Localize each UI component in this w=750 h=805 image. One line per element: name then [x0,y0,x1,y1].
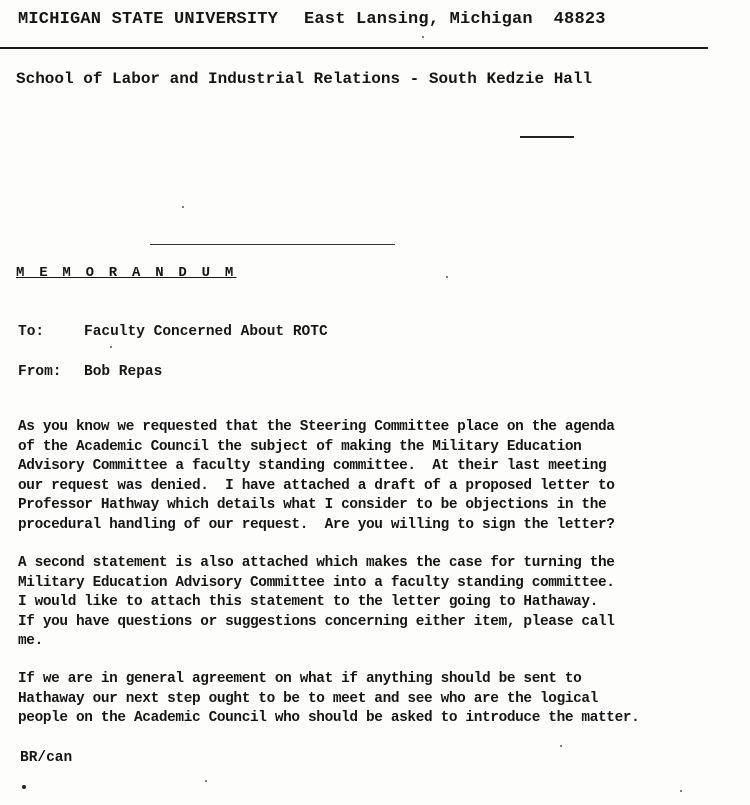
paragraph-line: Military Education Advisory Committee into a faculty standing committee. [18,574,615,591]
stray-mark [520,136,574,138]
paragraph-line: As you know we requested that the Steering Committee place on the agenda [18,419,615,435]
scan-speck [422,36,424,38]
paragraph-line: of the Academic Council the subject of making the Military Education [18,438,582,455]
to-label: To: [18,324,45,340]
scan-speck [680,790,682,792]
scan-speck [560,745,562,747]
scan-speck [205,780,207,782]
paragraph-line: If we are in general agreement on what if anything should be sent to [18,671,582,687]
ink-dot [22,785,26,789]
scan-speck [446,276,448,278]
scan-speck [182,206,184,208]
to-value: Faculty Concerned About ROTC [84,324,328,340]
paragraph-line: Advisory Committee a faculty standing committee. At their last meeting [18,458,607,475]
paragraph-line: me. [18,633,43,650]
school-name: School of Labor and Industrial Relations - South Kedzie Hall [16,70,593,88]
paragraph-1 [18,418,738,536]
university-location: East Lansing, Michigan 48823 [304,10,606,29]
memo-title: M E M O R A N D U M [16,265,237,281]
paragraph-3 [18,670,738,729]
to-line [18,324,328,340]
from-value: Bob Repas [84,364,163,380]
paragraph-line: Hathaway our next step ought to be to meet and see who are the logical [18,690,599,707]
university-name: MICHIGAN STATE UNIVERSITY [18,10,279,29]
paragraph-line: I would like to attach this statement to the letter going to Hathaway. [18,594,599,611]
scan-speck [110,346,112,348]
paragraph-2 [18,554,738,652]
stray-line [150,244,395,245]
typist-initials: BR/can [20,750,73,766]
paragraph-line: A second statement is also attached which makes the case for turning the [18,555,615,571]
letterhead-rule [0,47,708,49]
paragraph-line: If you have questions or suggestions concerning either item, please call [18,613,615,630]
paragraph-line: our request was denied. I have attached a draft of a proposed letter to [18,477,615,494]
paragraph-line: people on the Academic Council who should be asked to introduce the matter. [18,710,640,727]
from-label: From: [18,364,62,380]
paragraph-line: Professor Hathway which details what I consider to be objections in the [18,497,607,514]
from-line [18,364,162,380]
paragraph-line: procedural handling of our request. Are you willing to sign the letter? [18,516,615,533]
